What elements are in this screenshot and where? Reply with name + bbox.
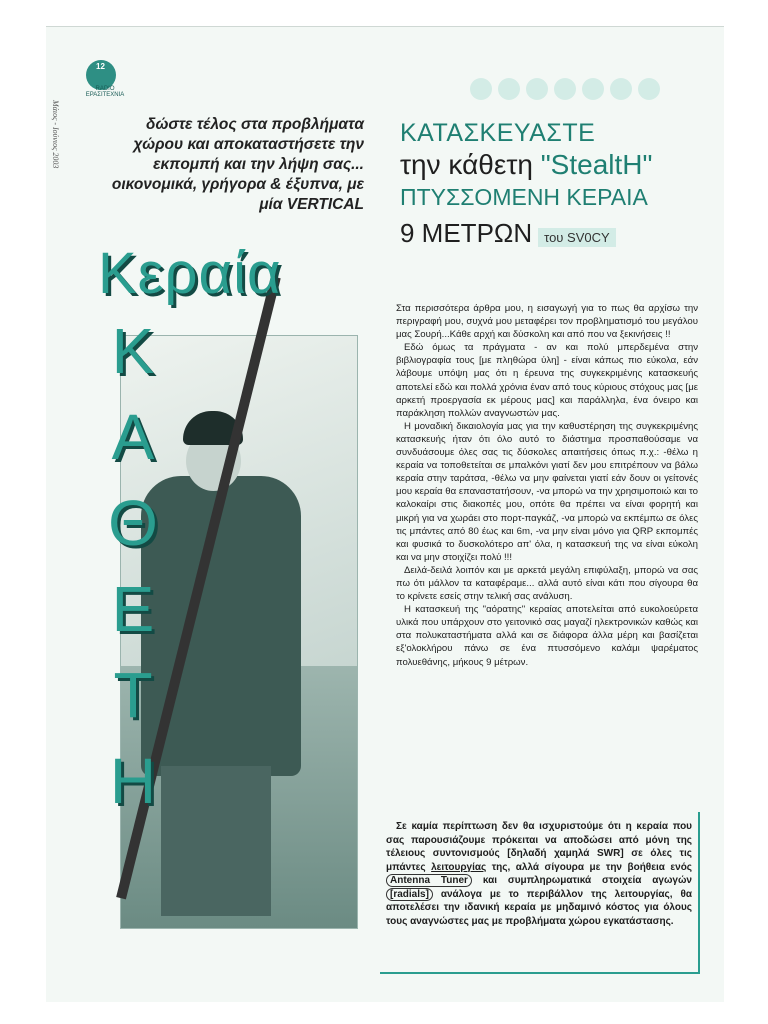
dot-decoration (610, 78, 632, 100)
highlight-text: ανάλογα με το περιβάλλον της λειτουργίας, θα αποτελέσει την ιδανική κεραία με μηδαμινό κόστος για όλους τους αναγνώστες μας με προβλήματα χώρου εγκατάστασης. (386, 888, 692, 927)
page-number: 12 (96, 62, 105, 71)
dot-decoration (470, 78, 492, 100)
dot-decoration (526, 78, 548, 100)
article-tagline: δώστε τέλος στα προβλήματα χώρου και αποκαταστήσετε την εκπομπή και την λήψη σας... οικονομικά, γρήγορα & έξυπνα, με μία VERTICAL (111, 116, 364, 213)
body-paragraph: Εδώ όμως τα πράγματα - αν και πολύ μπερδεμένα στην βιβλιογραφία τους [με πληθώρα ύλη] - είναι κάπως πιο εύκολα, εάν λάβουμε υπόψη μας ότι η έρευνα της συγκεκριμένης κατασκευής αποτελεί εδώ και πολλά χρόνια έναν από τους κύριους στόχους μας [με αρκετή προεργασία εκ μέρους μας] και παράλληλα, ένα όνειρο και παράκληση πολλών αναγνωστών μας. (396, 342, 698, 419)
vertical-letter: Κ (111, 315, 155, 387)
vertical-title (102, 308, 164, 824)
article-title (400, 118, 700, 249)
issue-date: Μάιος - Ιούνιος 2003 (51, 100, 60, 169)
title-author: του SV0CY (538, 228, 616, 247)
body-paragraph: Στα περισσότερα άρθρα μου, η εισαγωγή για το πως θα αρχίσω την περιγραφή μου, συχνά μου μεταφέρει τον προβληματισμό του μεγάλου μας Σουρή...Κάθε αρχή και δύσκολη και από που να ξεκινήσεις !! (396, 303, 698, 341)
title-line-2-prefix: την κάθετη (400, 149, 541, 180)
big-title-word: Κεραία (98, 241, 282, 306)
title-line-3: ΠΤΥΣΣΟΜΕΝΗ ΚΕΡΑΙΑ (400, 184, 648, 210)
logo-text: RADIO ΕΡΑΣΙΤΕΧΝΙΑ (85, 86, 125, 98)
title-line-1: ΚΑΤΑΣΚΕΥΑΣΤΕ (400, 119, 596, 147)
vertical-letter: Θ (108, 487, 158, 559)
decorative-dots (470, 78, 660, 100)
photo-man-legs (161, 766, 271, 916)
highlight-paragraph (386, 820, 692, 928)
highlight-text: της, αλλά σίγουρα με την βοήθεια ενός (486, 861, 692, 873)
article-body (396, 302, 698, 669)
highlight-circled-radials: [radials] (386, 888, 433, 901)
dot-decoration (638, 78, 660, 100)
title-line-2 (400, 148, 700, 182)
dot-decoration (554, 78, 576, 100)
highlight-text: Σε καμία περίπτωση δεν θα ισχυριστούμε ότι η κεραία που σας παρουσιάζουμε πρόκειται να αποδώσει από μόνη της τέλειους συντονισμούς [δηλαδή χαμηλά SWR] σε όλες τις μπάντες (386, 821, 692, 873)
vertical-letter: Α (111, 401, 155, 473)
vertical-letter: Τ (113, 659, 153, 731)
highlight-text: και συμπληρωματικά στοιχεία αγωγών (471, 875, 692, 886)
title-stealth: "StealtH" (540, 149, 653, 180)
highlight-underlined: λειτουργίας (431, 861, 487, 873)
body-paragraph: Δειλά-δειλά λοιπόν και με αρκετά μεγάλη επιφύλαξη, μπορώ να σας πω ότι μάλλον τα καταφέραμε... αλλά αυτό είναι κάτι που σίγουρα θα το κρίνετε εσείς στην τελική σας ανάλυση. (396, 564, 698, 603)
highlight-circled-antenna-tuner: Antenna Tuner (386, 874, 472, 887)
dot-decoration (498, 78, 520, 100)
vertical-letter: Η (109, 745, 157, 817)
title-line-4 (400, 218, 700, 249)
body-paragraph: Η κατασκευή της "αόρατης" κεραίας αποτελείται από ευκολοεύρετα υλικά που υπάρχουν στο γειτονικό σας μαγαζί ηλεκτρονικών καθώς και στα πολυκαταστήματα αλλά και σε διάφορα άλλα μέρη και βασίζεται εξ'ολοκλήρου πάνω σε ένα πτυσσόμενο καλάμι ψαρέματος πολυεθάνης, μήκους 9 μέτρων. (396, 604, 698, 668)
highlight-box (386, 820, 692, 928)
dot-decoration (582, 78, 604, 100)
vertical-letter: Ε (111, 573, 155, 645)
body-paragraph: Η μοναδική δικαιολογία μας για την καθυστέρηση της συγκεκριμένης κατασκευής ήταν ότι όλο αυτό το διάστημα προσπαθούσαμε να συνδυάσουμε όλες σας τις δύσκολες απαιτήσεις όπως π.χ.: -θέλω η κεραία να τοποθετείται σε μπαλκόνι γιατί δεν μου επιτρέπουν να βάλω κεραία στην ταράτσα, -θέλω να μην φαίνεται γιατί εάν δουν οι γείτονές μου κεραία θα επαναστατήσουν, -να μπορώ να την χρησιμοποιώ και το καλοκαίρι στις διακοπές μου, οπότε θα πρέπει να είναι φορητή και μικρή για να χωράει στο πορτ-παγκάζ, -να μπορώ να εκπέμπω σε όλες τις μπάντες από 80 έως και 6m, -να μην είναι μόνο για QRP εκπομπές και φυσικά το δυσκολότερο απ' όλα, η κατασκευή της να είναι εύκολη και να μην στοιχίζει πολύ !!! (396, 420, 698, 563)
title-length: 9 ΜΕΤΡΩΝ (400, 218, 533, 248)
